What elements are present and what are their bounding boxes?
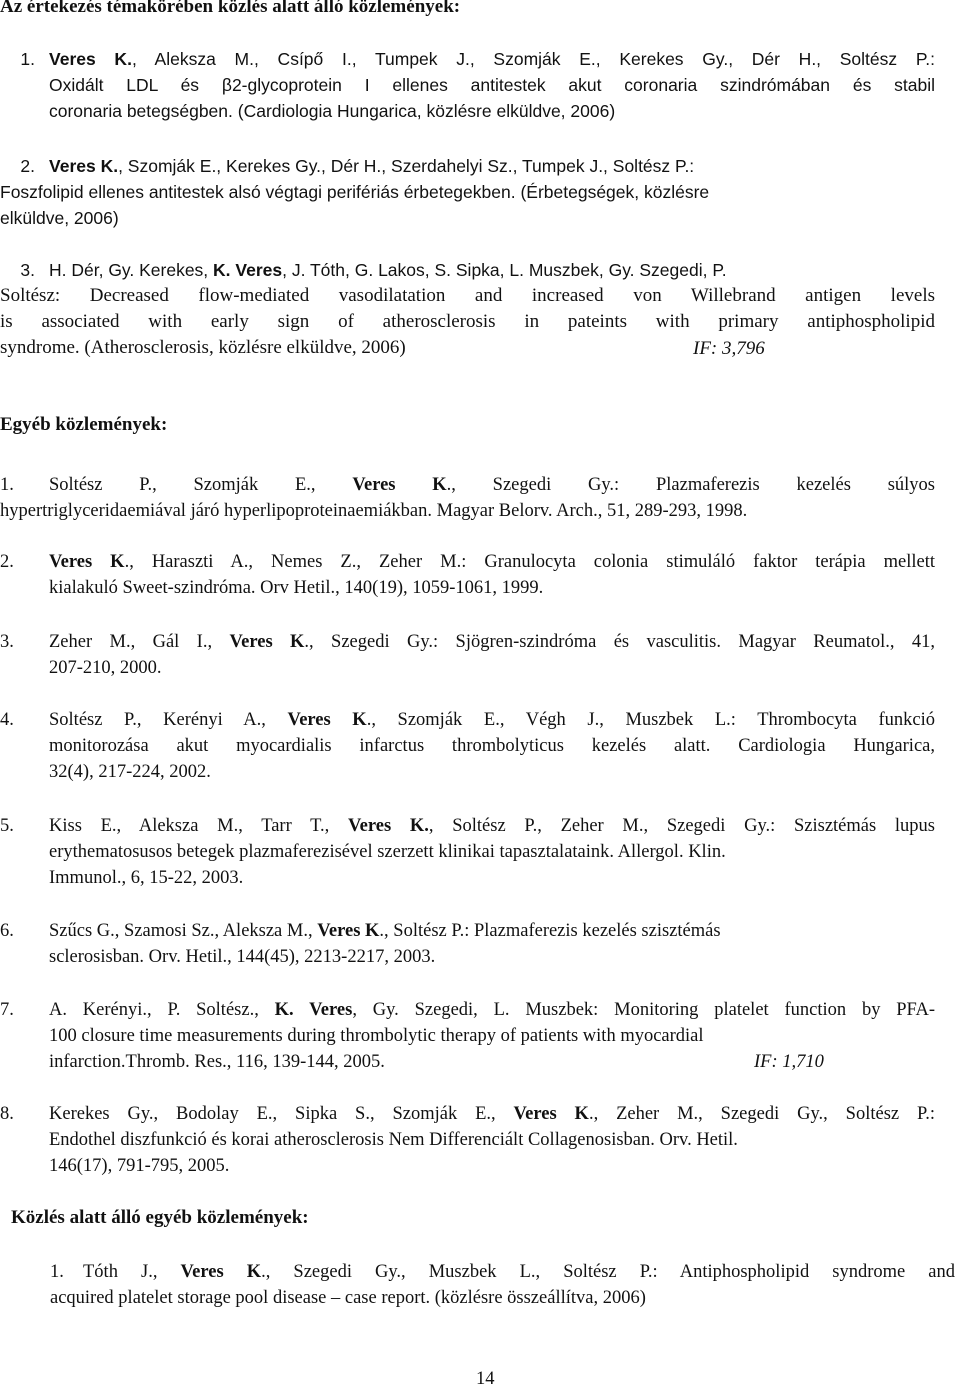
item-number: 1. (50, 1262, 64, 1282)
list-item (0, 153, 935, 231)
author-highlight: Veres K (513, 1104, 589, 1124)
item-number: 2. (0, 552, 14, 572)
entry-line: Kerekes Gy., Bodolay E., Sipka S., Szomják E., Veres K., Zeher M., Szegedi Gy., Soltész P.: (49, 1104, 935, 1124)
author-highlight: K. Veres (274, 1000, 353, 1020)
page-number: 14 (476, 1369, 495, 1389)
item-number: 1. (20, 49, 35, 69)
entry-line: syndrome. (Atherosclerosis, közlésre elküldve, 2006) (0, 337, 406, 358)
author-highlight: Veres K (229, 632, 305, 652)
author-highlight: Veres K (352, 475, 447, 495)
entry-line: Endothel diszfunkció és korai atherosclerosis Nem Differenciált Collagenosisban. Orv. Hetil. (49, 1130, 738, 1150)
entry-line: Veres K., Szomják E., Kerekes Gy., Dér H., Szerdahelyi Sz., Tumpek J., Soltész P.: (49, 156, 695, 176)
entry-line: infarction.Thromb. Res., 116, 139-144, 2005. (49, 1052, 385, 1072)
list-item (0, 1259, 956, 1311)
entry-line: 207-210, 2000. (49, 658, 162, 678)
author-highlight: K. Veres (213, 260, 283, 280)
author-highlight: Veres K. (348, 816, 429, 836)
list-item (0, 549, 935, 601)
section-heading: Egyéb közlemények: (0, 414, 168, 435)
author-highlight: Veres K (287, 710, 367, 730)
entry-line: Soltész: Decreased flow-mediated vasodilatation and increased von Willebrand antigen levels (0, 285, 935, 306)
author-highlight: Veres K (49, 552, 125, 572)
item-number: 3. (20, 260, 35, 280)
entry-line: kialakuló Sweet-szindróma. Orv Hetil., 140(19), 1059-1061, 1999. (49, 578, 544, 598)
entry-line: Kiss E., Aleksza M., Tarr T., Veres K., Soltész P., Zeher M., Szegedi Gy.: Szisztémás lupus (49, 816, 935, 836)
entry-line: monitorozása akut myocardialis infarctus thrombolyticus kezelés alatt. Cardiologia Hungarica, (49, 736, 935, 756)
author-highlight: Veres K. (49, 49, 132, 69)
item-number: 4. (0, 710, 14, 730)
entry-line: Zeher M., Gál I., Veres K., Szegedi Gy.: Sjögren-szindróma és vasculitis. Magyar Reumatol., 41, (49, 632, 935, 652)
list-item (0, 46, 935, 124)
entry-line: Oxidált LDL és β2-glycoprotein I ellenes antitestek akut coronaria szindrómában és stabil (49, 75, 935, 95)
author-highlight: Veres K. (49, 156, 119, 176)
section-heading: Közlés alatt álló egyéb közlemények: (11, 1207, 309, 1228)
entry-line: Soltész P., Kerényi A., Veres K., Szomják E., Végh J., Muszbek L.: Thrombocyta funkció (49, 710, 935, 730)
entry-line: Foszfolipid ellenes antitestek alsó végtagi perifériás érbetegekben. (Érbetegségek, közlésre (0, 182, 710, 202)
list-item (0, 472, 935, 524)
entry-line: A. Kerényi., P. Soltész., K. Veres, Gy. Szegedi, L. Muszbek: Monitoring platelet function by PFA- (49, 1000, 935, 1020)
entry-line: 100 closure time measurements during thrombolytic therapy of patients with myocardial (49, 1026, 704, 1046)
list-item (0, 629, 935, 681)
entry-line: hypertriglyceridaemiával járó hyperlipoproteinaemiákban. Magyar Belorv. Arch., 51, 289-293, 1998. (0, 501, 748, 521)
entry-line: H. Dér, Gy. Kerekes, K. Veres, J. Tóth, G. Lakos, S. Sipka, L. Muszbek, Gy. Szegedi, P. (49, 260, 727, 280)
item-number: 6. (0, 921, 14, 941)
list-item (0, 707, 935, 785)
entry-line: erythematosusos betegek plazmaferezisével szerzett klinikai tapasztalataink. Allergol. Klin. (49, 842, 726, 862)
entry-line: Immunol., 6, 15-22, 2003. (49, 868, 244, 888)
entry-line: Szűcs G., Szamosi Sz., Aleksza M., Veres K., Soltész P.: Plazmaferezis kezelés szisztémás (49, 921, 721, 941)
item-number: 2. (20, 156, 35, 176)
impact-factor: IF: 1,710 (754, 1052, 824, 1072)
list-item (0, 813, 935, 891)
item-number: 7. (0, 1000, 14, 1020)
entry-line: acquired platelet storage pool disease – case report. (közlésre összeállítva, 2006) (50, 1288, 646, 1308)
entry-line: 146(17), 791-795, 2005. (49, 1156, 230, 1176)
entry-line: Soltész P., Szomják E., Veres K., Szegedi Gy.: Plazmaferezis kezelés súlyos (49, 475, 935, 495)
item-number: 1. (0, 475, 14, 495)
entry-line: Veres K., Aleksza M., Csípő I., Tumpek J., Szomják E., Kerekes Gy., Dér H., Soltész P.: (49, 49, 935, 69)
list-item (0, 1101, 935, 1179)
list-item (0, 918, 935, 970)
entry-line: is associated with early sign of atherosclerosis in pateints with primary antiphospholipid (0, 311, 935, 332)
section-heading: Az értekezés témakörében közlés alatt álló közlemények: (0, 0, 461, 17)
author-highlight: Veres K (317, 921, 380, 941)
entry-line: 32(4), 217-224, 2002. (49, 762, 211, 782)
entry-line: Tóth J., Veres K., Szegedi Gy., Muszbek L., Soltész P.: Antiphospholipid syndrome and (83, 1262, 956, 1282)
item-number: 5. (0, 816, 14, 836)
item-number: 3. (0, 632, 14, 652)
entry-line: Veres K., Haraszti A., Nemes Z., Zeher M.: Granulocyta colonia stimuláló faktor terápia mellett (49, 552, 935, 572)
entry-line: coronaria betegségben. (Cardiologia Hungarica, közlésre elküldve, 2006) (49, 101, 616, 121)
author-highlight: Veres K (180, 1262, 262, 1282)
list-item (0, 997, 935, 1075)
impact-factor: IF: 3,796 (693, 338, 765, 359)
entry-line: elküldve, 2006) (0, 208, 119, 228)
item-number: 8. (0, 1104, 14, 1124)
list-item (0, 257, 935, 361)
entry-line: sclerosisban. Orv. Hetil., 144(45), 2213-2217, 2003. (49, 947, 436, 967)
